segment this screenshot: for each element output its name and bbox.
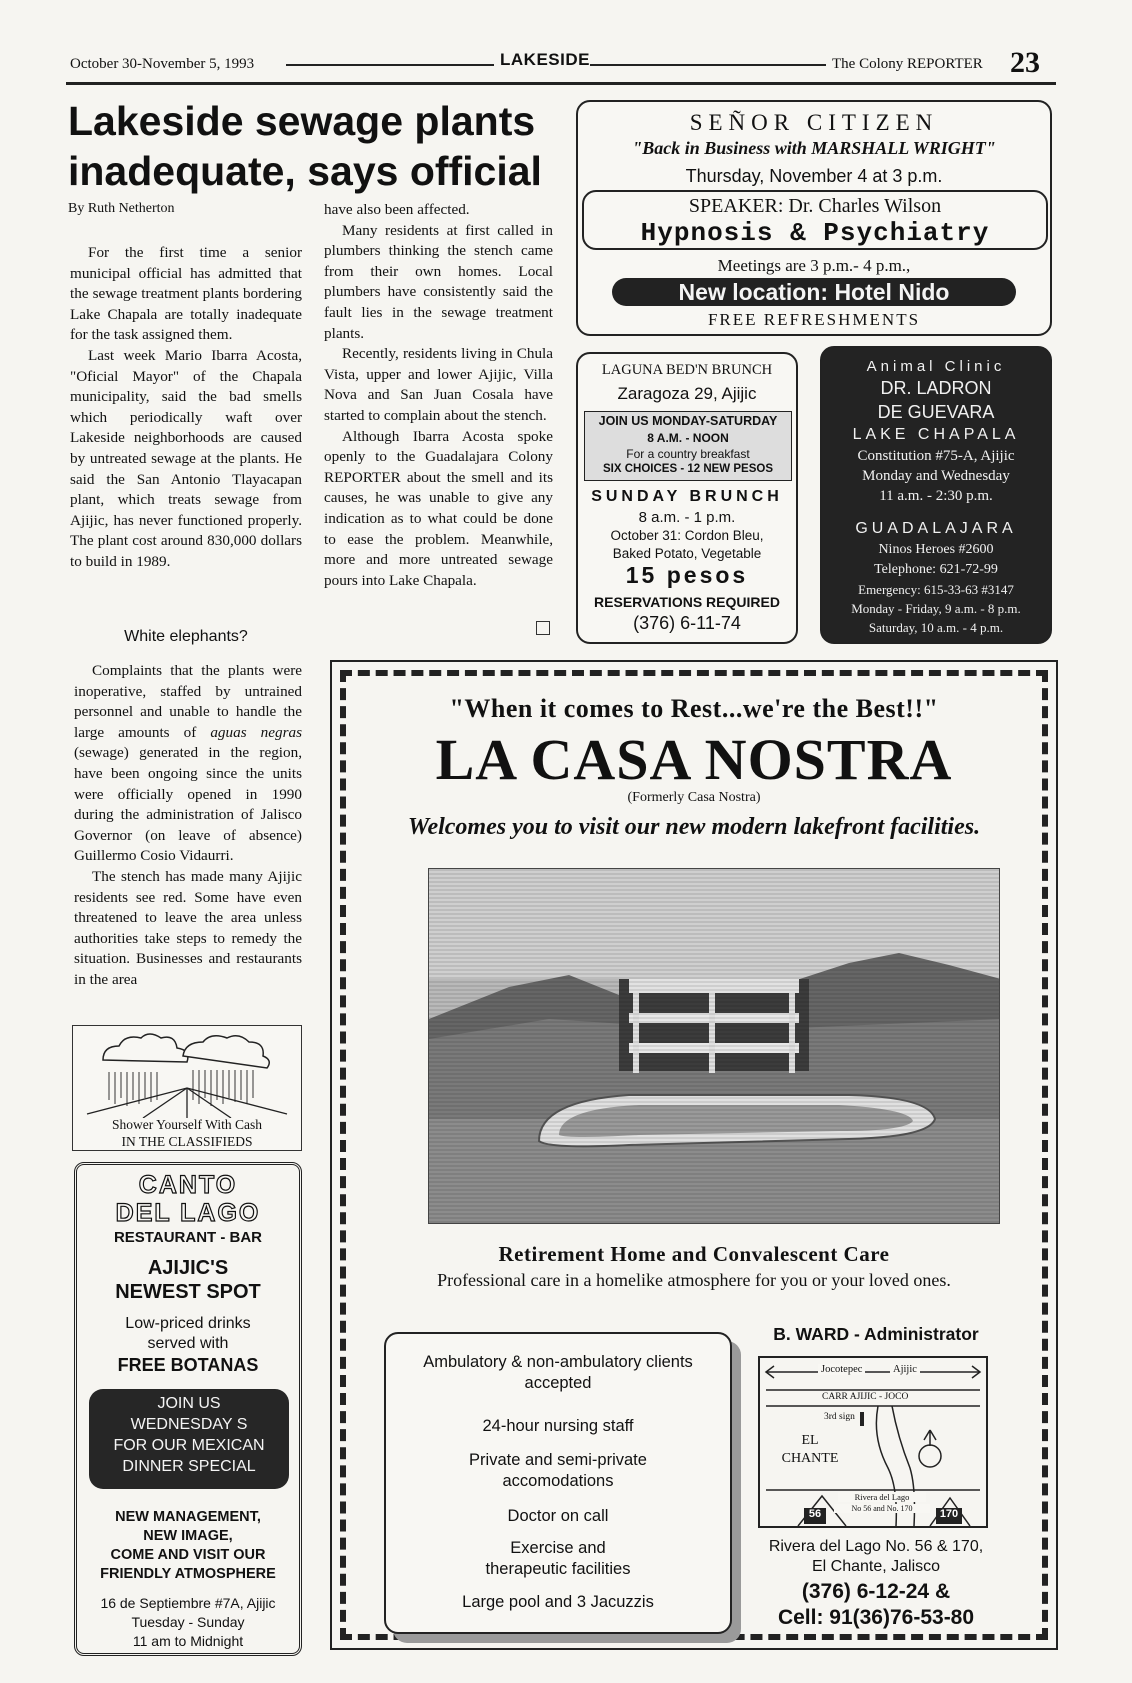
senor-title: SEÑOR CITIZEN [689, 110, 939, 135]
laguna-name: LAGUNA BED'N BRUNCH [601, 362, 773, 378]
canto-name-2: DEL LAGO [115, 1199, 261, 1227]
laguna-phone: (376) 6-11-74 [633, 613, 741, 633]
canto-days: Tuesday - Sunday [131, 1614, 245, 1630]
clinic-doctor-2: DE GUEVARA [877, 402, 995, 422]
casa-address-2: El Chante, Jalisco [811, 1558, 941, 1575]
paragraph: Complaints that the plants were inoperative, staffed by untrained personnel and unable to handle the large amounts of aguas negras (sewage) generated in the region, have been ongoing since the units were officially opened in 1990 during the administration of Jalisco Governor (on leave of absence) Guillermo Cosio Vidaurri. [74, 662, 302, 865]
service-item: 24-hour nursing staff [482, 1417, 634, 1435]
facility-photo [428, 868, 1000, 1224]
paragraph: Many residents at first called in plumbers thinking the stench came from their own homes. Local plumbers have consistently said the fault lies in the sewage treatment plants. [324, 221, 553, 342]
canto-name: CANTO [138, 1171, 238, 1199]
management-line: COME AND VISIT OUR [110, 1547, 266, 1563]
casa-name: LA CASA NOSTRA [435, 727, 953, 792]
header-rule-right [590, 64, 826, 66]
speaker-topic: Hypnosis & Psychiatry [640, 218, 990, 248]
clinic-weekday: Monday - Friday, 9 a.m. - 8 p.m. [851, 601, 1021, 616]
canto-type: RESTAURANT - BAR [113, 1229, 263, 1246]
paragraph: have also been affected. [324, 201, 470, 218]
rain-cloud-icon [83, 1030, 291, 1118]
classifieds-line-1: Shower Yourself With Cash [112, 1117, 262, 1132]
header-rule-left [286, 64, 494, 66]
map-east-label: Ajijic [890, 1364, 920, 1375]
clinic-phone: Telephone: 621-72-99 [874, 562, 998, 577]
canto-address: 16 de Septiembre #7A, Ajijic [100, 1595, 276, 1611]
reservations-required: RESERVATIONS REQUIRED [594, 594, 780, 610]
meeting-times: Meetings are 3 p.m.- 4 p.m., [717, 256, 911, 275]
service-item: Ambulatory & non-ambulatory clients accepted [423, 1353, 693, 1392]
map-nos-label: No 56 and No. 170 [834, 1504, 930, 1513]
la-casa-nostra-ad [330, 660, 1058, 1650]
clinic-saturday: Saturday, 10 a.m. - 4 p.m. [868, 620, 1004, 635]
clinic-city: GUADALAJARA [855, 520, 1017, 537]
service-item: Private and semi-private accomodations [469, 1451, 647, 1490]
speaker-name: SPEAKER: Dr. Charles Wilson [688, 195, 942, 217]
sunday-menu-2: Baked Potato, Vegetable [612, 546, 762, 561]
join-line: WEDNESDAY S [130, 1416, 248, 1433]
management-line: NEW MANAGEMENT, [115, 1509, 261, 1525]
canto-del-lago-ad [74, 1162, 302, 1656]
map-sign-label: 3rd sign [824, 1412, 855, 1422]
paragraph: The stench has made many Ajijic residents see red. Some have even threatened to leave the area unless authorities take steps to remedy the situation. Businesses and restaurants in the area [74, 867, 302, 988]
article-headline: Lakeside sewage plants inadequate, says official [68, 98, 542, 194]
map-west-label: Jocotepec [818, 1364, 865, 1375]
header-divider [66, 82, 1056, 85]
paragraph: For the first time a senior municipal official has admitted that the sewage treatment plants bordering Lake Chapala are totally inadequate for the task assigned them. [70, 244, 302, 344]
laguna-brunch-ad [576, 352, 798, 644]
casa-formerly: (Formerly Casa Nostra) [627, 790, 761, 805]
casa-administrator: B. WARD - Administrator [773, 1324, 979, 1344]
map-56-label: 56 [808, 1508, 822, 1520]
canto-tagline-2: NEWEST SPOT [115, 1281, 261, 1303]
canto-hours: 11 am to Midnight [132, 1633, 244, 1649]
senor-subtitle: "Back in Business with MARSHALL WRIGHT" [632, 138, 996, 158]
new-location-banner: New location: Hotel Nido [612, 278, 1016, 306]
join-days: JOIN US MONDAY-SATURDAY [598, 414, 778, 428]
article-column-3 [74, 661, 302, 991]
casa-slogan: "When it comes to Rest...we're the Best!!" [449, 694, 939, 723]
clinic-doctor: DR. LADRON [880, 378, 992, 398]
paper-name: The Colony REPORTER [832, 56, 983, 72]
issue-date: October 30-November 5, 1993 [70, 56, 255, 72]
article-column-1 [70, 243, 302, 573]
classifieds-ad [72, 1025, 302, 1151]
clinic-emergency: Emergency: 615-33-63 #3147 [858, 582, 1014, 597]
casa-professional: Professional care in a homelike atmosphere for you or your loved ones. [437, 1270, 951, 1290]
clinic-title: Animal Clinic [866, 358, 1006, 375]
dashed-border [340, 670, 1048, 1640]
section-name: LAKESIDE [500, 50, 590, 69]
service-item: Exercise and therapeutic facilities [485, 1539, 631, 1578]
dinner-special-banner [89, 1389, 289, 1489]
spanish-term: aguas negras [210, 723, 302, 741]
brunch-price: 15 pesos [625, 562, 749, 588]
free-refreshments: FREE REFRESHMENTS [707, 310, 921, 329]
paragraph: Although Ibarra Acosta spoke openly to the Guadalajara Colony REPORTER about the smell and its causes, he was unable to give any indication as to what could be done to ease the problem. Meanwhile, more and more untreated sewage pours into Lake Chapala. [324, 427, 553, 589]
canto-drinks-3: FREE BOTANAS [117, 1355, 259, 1375]
services-box [384, 1332, 732, 1634]
paragraph: Last week Mario Ibarra Acosta, "Oficial Mayor" of the Chapala municipality, said the bad smells which periodically waft over Lakeside neighborhoods are caused by untreated sewage at the plants. He said the San Antonio Tlayacapan plant, which treats sewage from Ajijic, has never functioned properly. The plant cost around 830,000 dollars to build in 1989. [70, 346, 302, 570]
join-hours: 8 A.M. - NOON [647, 431, 729, 445]
sunday-hours: 8 a.m. - 1 p.m. [638, 509, 736, 526]
clinic-region: LAKE CHAPALA [852, 426, 1020, 443]
casa-address: Rivera del Lago No. 56 & 170, [768, 1538, 984, 1555]
senor-citizen-ad [576, 100, 1052, 336]
map-town-label: EL CHANTE [781, 1433, 839, 1466]
management-line: NEW IMAGE, [143, 1528, 233, 1544]
map-rivera-label: Rivera del Lago [838, 1492, 926, 1502]
end-mark [536, 621, 550, 635]
service-item: Large pool and 3 Jacuzzis [462, 1593, 654, 1611]
article-subhead: White elephants? [124, 628, 248, 645]
canto-drinks: Low-priced drinks [125, 1315, 251, 1332]
article-byline: By Ruth Netherton [68, 201, 175, 216]
casa-phone: (376) 6-12-24 & [801, 1580, 951, 1603]
canto-drinks-2: served with [147, 1335, 229, 1352]
canto-tagline: AJIJIC'S [147, 1257, 229, 1279]
breakfast-choices: SIX CHOICES - 12 NEW PESOS [603, 463, 773, 475]
clinic-address-2: Ninos Heroes #2600 [878, 542, 994, 557]
location-map [758, 1356, 988, 1528]
laguna-address: Zaragoza 29, Ajijic [617, 384, 757, 403]
speaker-box [582, 190, 1048, 250]
sunday-menu: October 31: Cordon Bleu, [610, 528, 764, 543]
sunday-brunch: SUNDAY BRUNCH [591, 488, 783, 505]
service-item: Doctor on call [507, 1507, 609, 1525]
casa-welcome: Welcomes you to visit our new modern lakefront facilities. [407, 814, 981, 840]
map-road-label: CARR AJIJIC - JOCO [822, 1392, 909, 1402]
join-line: FOR OUR MEXICAN [113, 1437, 265, 1454]
page-number: 23 [1010, 46, 1040, 79]
join-line: DINNER SPECIAL [122, 1458, 256, 1475]
map-170-label: 170 [939, 1508, 959, 1520]
breakfast-note: For a country breakfast [626, 447, 750, 461]
animal-clinic-ad [820, 346, 1052, 644]
management-line: FRIENDLY ATMOSPHERE [100, 1566, 276, 1582]
clinic-days: Monday and Wednesday [862, 468, 1010, 484]
casa-cell: Cell: 91(36)76-53-80 [777, 1606, 975, 1629]
clinic-hours: 11 a.m. - 2:30 p.m. [879, 488, 993, 504]
article-column-2 [324, 200, 553, 591]
paragraph: Recently, residents living in Chula Vista, upper and lower Ajijic, Villa Nova and San Juan Cosala have started to complain about the stench. [324, 345, 553, 424]
casa-care-type: Retirement Home and Convalescent Care [498, 1242, 890, 1266]
clinic-address: Constitution #75-A, Ajijic [857, 448, 1015, 464]
senor-date: Thursday, November 4 at 3 p.m. [685, 166, 943, 186]
join-line: JOIN US [157, 1395, 221, 1412]
lakefront-building-image [429, 869, 1000, 1224]
weekday-offer-box [584, 411, 792, 481]
classifieds-line-2: IN THE CLASSIFIEDS [121, 1134, 253, 1149]
